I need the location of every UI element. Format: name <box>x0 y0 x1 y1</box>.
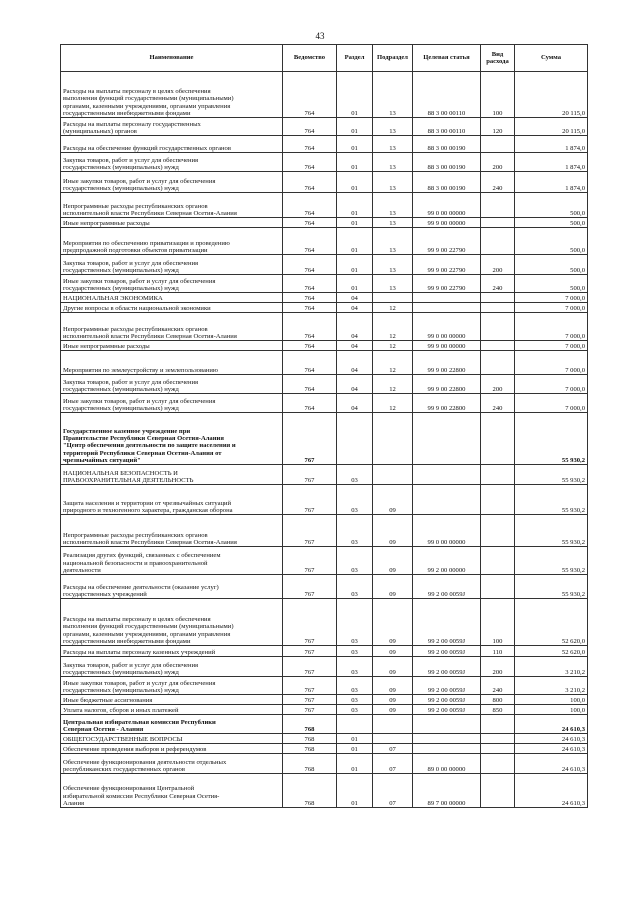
cell-subsection: 12 <box>373 394 413 413</box>
cell-name: Закупка товаров, работ и услуг для обеспечения государственных (муниципальных) нужд <box>61 375 283 394</box>
cell-expense-type: 200 <box>481 657 515 677</box>
cell-name: Мероприятия по землеустройству и землепользованию <box>61 351 283 375</box>
cell-department: 767 <box>283 515 337 547</box>
cell-name: Закупка товаров, работ и услуг для обеспечения государственных (муниципальных) нужд <box>61 255 283 275</box>
column-header-department: Ведомство <box>283 45 337 72</box>
cell-subsection: 13 <box>373 153 413 172</box>
cell-amount: 7 000,0 <box>515 313 588 341</box>
table-row <box>61 657 588 677</box>
cell-section: 01 <box>337 744 373 754</box>
cell-section: 04 <box>337 293 373 303</box>
cell-section: 01 <box>337 754 373 774</box>
cell-amount: 20 115,0 <box>515 118 588 136</box>
cell-department: 764 <box>283 375 337 394</box>
cell-amount: 500,0 <box>515 228 588 255</box>
table-row <box>61 744 588 754</box>
cell-department: 767 <box>283 599 337 646</box>
cell-target-article: 99 9 00 00000 <box>413 341 481 351</box>
cell-name: Обеспечение функционирования деятельности отдельных республиканских государственных органов <box>61 754 283 774</box>
cell-name: Закупка товаров, работ и услуг для обеспечения государственных (муниципальных) нужд <box>61 153 283 172</box>
cell-amount: 20 115,0 <box>515 72 588 118</box>
cell-section: 01 <box>337 118 373 136</box>
cell-section: 03 <box>337 465 373 485</box>
cell-expense-type <box>481 341 515 351</box>
cell-name: Обеспечение функционирования Центральной избирательной комиссии Республики Северная Осетия- Алания <box>61 774 283 808</box>
cell-subsection: 13 <box>373 218 413 228</box>
cell-section: 03 <box>337 657 373 677</box>
cell-section: 03 <box>337 599 373 646</box>
table-row <box>61 303 588 313</box>
cell-department: 768 <box>283 734 337 744</box>
cell-section: 01 <box>337 218 373 228</box>
cell-subsection: 09 <box>373 485 413 515</box>
cell-department: 764 <box>283 228 337 255</box>
table-row <box>61 715 588 734</box>
table-row <box>61 413 588 465</box>
cell-section: 04 <box>337 351 373 375</box>
cell-amount: 7 000,0 <box>515 394 588 413</box>
cell-amount: 1 874,0 <box>515 136 588 153</box>
cell-target-article: 88 3 00 00110 <box>413 72 481 118</box>
cell-department: 767 <box>283 485 337 515</box>
table-row <box>61 705 588 715</box>
column-header-amount: Сумма <box>515 45 588 72</box>
cell-name: Иные непрограммные расходы <box>61 341 283 351</box>
cell-expense-type: 100 <box>481 599 515 646</box>
table-row <box>61 375 588 394</box>
cell-subsection: 13 <box>373 275 413 293</box>
table-row <box>61 153 588 172</box>
cell-amount: 55 930,2 <box>515 465 588 485</box>
table-row <box>61 575 588 599</box>
cell-name: Иные закупки товаров, работ и услуг для обеспечения государственных (муниципальных) нужд <box>61 275 283 293</box>
cell-department: 764 <box>283 293 337 303</box>
table-row <box>61 341 588 351</box>
cell-name: Непрограммные расходы республиканских органов исполнительной власти Республики Северная Осетия-Алания <box>61 313 283 341</box>
cell-name: Иные закупки товаров, работ и услуг для обеспечения государственных (муниципальных) нужд <box>61 394 283 413</box>
cell-target-article: 88 3 00 00190 <box>413 136 481 153</box>
cell-subsection: 12 <box>373 303 413 313</box>
cell-department: 764 <box>283 72 337 118</box>
cell-section: 01 <box>337 193 373 218</box>
cell-expense-type: 240 <box>481 394 515 413</box>
cell-amount: 7 000,0 <box>515 293 588 303</box>
table-row <box>61 599 588 646</box>
column-header-expense-type: Вид расхода <box>481 45 515 72</box>
cell-expense-type <box>481 313 515 341</box>
cell-section: 01 <box>337 136 373 153</box>
cell-target-article: 99 0 00 00000 <box>413 515 481 547</box>
cell-target-article: 99 2 00 0059J <box>413 646 481 657</box>
cell-amount: 3 210,2 <box>515 677 588 695</box>
cell-name: Расходы на выплаты персоналу государственных (муниципальных) органов <box>61 118 283 136</box>
cell-department: 764 <box>283 394 337 413</box>
cell-section: 03 <box>337 485 373 515</box>
cell-subsection <box>373 293 413 303</box>
cell-section: 03 <box>337 646 373 657</box>
cell-department: 767 <box>283 413 337 465</box>
cell-department: 768 <box>283 715 337 734</box>
cell-target-article: 99 0 00 00000 <box>413 313 481 341</box>
cell-expense-type <box>481 547 515 575</box>
cell-expense-type <box>481 293 515 303</box>
cell-department: 768 <box>283 774 337 808</box>
cell-subsection: 07 <box>373 774 413 808</box>
cell-target-article <box>413 303 481 313</box>
cell-section: 04 <box>337 394 373 413</box>
column-header-target-article: Целевая статья <box>413 45 481 72</box>
cell-subsection <box>373 734 413 744</box>
cell-subsection: 13 <box>373 136 413 153</box>
cell-section <box>337 413 373 465</box>
cell-subsection: 09 <box>373 599 413 646</box>
cell-expense-type: 850 <box>481 705 515 715</box>
cell-amount: 1 874,0 <box>515 153 588 172</box>
cell-subsection: 13 <box>373 193 413 218</box>
table-header-row <box>61 45 588 72</box>
table-row <box>61 351 588 375</box>
cell-subsection: 12 <box>373 313 413 341</box>
cell-subsection: 09 <box>373 646 413 657</box>
table-row <box>61 218 588 228</box>
cell-amount: 24 610,3 <box>515 734 588 744</box>
column-header-subsection: Подраздел <box>373 45 413 72</box>
cell-target-article: 99 9 00 22790 <box>413 255 481 275</box>
cell-amount: 52 620,0 <box>515 599 588 646</box>
cell-section: 01 <box>337 72 373 118</box>
cell-name: НАЦИОНАЛЬНАЯ БЕЗОПАСНОСТЬ И ПРАВООХРАНИТЕЛЬНАЯ ДЕЯТЕЛЬНОСТЬ <box>61 465 283 485</box>
cell-name: Иные непрограммные расходы <box>61 218 283 228</box>
cell-section: 04 <box>337 375 373 394</box>
cell-section: 01 <box>337 734 373 744</box>
cell-target-article: 88 3 00 00190 <box>413 153 481 172</box>
cell-amount: 52 620,0 <box>515 646 588 657</box>
cell-amount: 3 210,2 <box>515 657 588 677</box>
cell-target-article: 99 9 00 22800 <box>413 375 481 394</box>
cell-name: Непрограммные расходы республиканских органов исполнительной власти Республики Северная Осетия-Алания <box>61 193 283 218</box>
table-row <box>61 394 588 413</box>
cell-expense-type <box>481 575 515 599</box>
cell-section: 04 <box>337 313 373 341</box>
cell-target-article: 99 0 00 00000 <box>413 193 481 218</box>
cell-expense-type <box>481 303 515 313</box>
cell-subsection: 13 <box>373 172 413 193</box>
cell-section: 03 <box>337 677 373 695</box>
cell-target-article: 88 3 00 00110 <box>413 118 481 136</box>
cell-expense-type <box>481 351 515 375</box>
cell-subsection <box>373 465 413 485</box>
cell-target-article: 89 7 00 00000 <box>413 774 481 808</box>
cell-section: 01 <box>337 255 373 275</box>
cell-department: 767 <box>283 677 337 695</box>
cell-subsection: 09 <box>373 677 413 695</box>
cell-department: 764 <box>283 118 337 136</box>
cell-subsection: 12 <box>373 351 413 375</box>
cell-target-article: 99 2 00 0059J <box>413 657 481 677</box>
cell-expense-type <box>481 774 515 808</box>
cell-target-article <box>413 293 481 303</box>
cell-expense-type: 240 <box>481 172 515 193</box>
cell-subsection: 07 <box>373 744 413 754</box>
cell-amount: 24 610,3 <box>515 754 588 774</box>
cell-name: Расходы на обеспечение деятельности (оказание услуг) государственных учреждений <box>61 575 283 599</box>
cell-target-article: 88 3 00 00190 <box>413 172 481 193</box>
cell-expense-type: 200 <box>481 375 515 394</box>
cell-amount: 7 000,0 <box>515 375 588 394</box>
cell-section: 04 <box>337 341 373 351</box>
cell-name: Расходы на выплаты персоналу казенных учреждений <box>61 646 283 657</box>
cell-department: 764 <box>283 136 337 153</box>
cell-department: 764 <box>283 303 337 313</box>
cell-name: Расходы на выплаты персоналу в целях обеспечения выполнения функций государственными (муниципальными) органами, казенными учреждениями, органами управления государственными внебюджетными фондами <box>61 72 283 118</box>
cell-name: Центральная избирательная комиссия Республики Северная Осетия - Алания <box>61 715 283 734</box>
cell-expense-type <box>481 485 515 515</box>
cell-section: 01 <box>337 275 373 293</box>
table-row <box>61 228 588 255</box>
table-row <box>61 275 588 293</box>
cell-name: Иные закупки товаров, работ и услуг для обеспечения государственных (муниципальных) нужд <box>61 677 283 695</box>
cell-subsection: 13 <box>373 118 413 136</box>
cell-subsection: 12 <box>373 341 413 351</box>
cell-amount: 1 874,0 <box>515 172 588 193</box>
cell-expense-type <box>481 465 515 485</box>
cell-expense-type: 100 <box>481 72 515 118</box>
cell-amount: 500,0 <box>515 193 588 218</box>
cell-subsection <box>373 715 413 734</box>
cell-name: Государственное казенное учреждение при Правительстве Республики Северная Осетия-Алания "Центр обеспечения деятельности по защите населения и территорий Республики Северная Осетия-Алания от чрезвычайных ситуаций" <box>61 413 283 465</box>
cell-department: 764 <box>283 218 337 228</box>
budget-table <box>60 44 588 808</box>
cell-expense-type <box>481 218 515 228</box>
cell-name: Обеспечение проведения выборов и референдумов <box>61 744 283 754</box>
cell-name: Защита населения и территории от чрезвычайных ситуаций природного и техногенного характера, гражданская оборона <box>61 485 283 515</box>
cell-department: 764 <box>283 193 337 218</box>
cell-amount: 55 930,2 <box>515 515 588 547</box>
table-row <box>61 734 588 744</box>
cell-subsection: 09 <box>373 515 413 547</box>
cell-section: 03 <box>337 515 373 547</box>
cell-department: 768 <box>283 744 337 754</box>
table-row <box>61 118 588 136</box>
cell-department: 767 <box>283 646 337 657</box>
page-number: 43 <box>315 31 325 41</box>
cell-name: Мероприятия по обеспечению приватизации и проведению предпродажной подготовки объектов приватизации <box>61 228 283 255</box>
cell-amount: 7 000,0 <box>515 341 588 351</box>
cell-expense-type <box>481 715 515 734</box>
cell-subsection: 09 <box>373 547 413 575</box>
cell-amount: 24 610,3 <box>515 774 588 808</box>
cell-amount: 500,0 <box>515 275 588 293</box>
table-row <box>61 677 588 695</box>
table-row <box>61 754 588 774</box>
cell-target-article <box>413 744 481 754</box>
cell-department: 764 <box>283 275 337 293</box>
cell-department: 768 <box>283 754 337 774</box>
cell-section: 01 <box>337 774 373 808</box>
cell-department: 764 <box>283 153 337 172</box>
table-row <box>61 255 588 275</box>
cell-subsection: 12 <box>373 375 413 394</box>
table-row <box>61 547 588 575</box>
cell-expense-type: 200 <box>481 153 515 172</box>
cell-section: 03 <box>337 705 373 715</box>
cell-expense-type: 120 <box>481 118 515 136</box>
cell-amount: 24 610,3 <box>515 744 588 754</box>
cell-amount: 100,0 <box>515 705 588 715</box>
cell-target-article: 99 9 00 00000 <box>413 218 481 228</box>
cell-section: 01 <box>337 153 373 172</box>
cell-amount: 24 610,3 <box>515 715 588 734</box>
table-row <box>61 465 588 485</box>
table-row <box>61 485 588 515</box>
cell-department: 764 <box>283 351 337 375</box>
cell-expense-type: 800 <box>481 695 515 705</box>
cell-department: 764 <box>283 172 337 193</box>
cell-section: 04 <box>337 303 373 313</box>
cell-section: 03 <box>337 547 373 575</box>
cell-section: 03 <box>337 575 373 599</box>
cell-target-article <box>413 485 481 515</box>
cell-name: Уплата налогов, сборов и иных платежей <box>61 705 283 715</box>
table-row <box>61 172 588 193</box>
cell-department: 764 <box>283 255 337 275</box>
column-header-section: Раздел <box>337 45 373 72</box>
cell-target-article: 99 2 00 0059J <box>413 677 481 695</box>
cell-expense-type <box>481 136 515 153</box>
cell-expense-type: 110 <box>481 646 515 657</box>
table-row <box>61 515 588 547</box>
cell-amount: 500,0 <box>515 218 588 228</box>
cell-name: Расходы на выплаты персоналу в целях обеспечения выполнения функций государственными (муниципальными) органами, казенными учреждениями, органами управления государственными внебюджетными фондами <box>61 599 283 646</box>
cell-department: 767 <box>283 547 337 575</box>
cell-subsection <box>373 413 413 465</box>
cell-target-article: 99 2 00 0059J <box>413 599 481 646</box>
cell-expense-type <box>481 413 515 465</box>
cell-expense-type: 200 <box>481 255 515 275</box>
table-row <box>61 695 588 705</box>
cell-section: 03 <box>337 695 373 705</box>
cell-amount: 55 930,2 <box>515 575 588 599</box>
cell-amount: 55 930,2 <box>515 485 588 515</box>
cell-name: Иные бюджетные ассигнования <box>61 695 283 705</box>
cell-expense-type <box>481 754 515 774</box>
cell-target-article <box>413 465 481 485</box>
cell-section <box>337 715 373 734</box>
column-header-name: Наименование <box>61 45 283 72</box>
cell-department: 764 <box>283 313 337 341</box>
cell-name: Непрограммные расходы республиканских органов исполнительной власти Республики Северная Осетия-Алания <box>61 515 283 547</box>
cell-expense-type: 240 <box>481 275 515 293</box>
cell-target-article: 99 2 00 0059J <box>413 575 481 599</box>
cell-amount: 100,0 <box>515 695 588 705</box>
cell-department: 767 <box>283 695 337 705</box>
cell-target-article <box>413 734 481 744</box>
cell-department: 767 <box>283 575 337 599</box>
table-row <box>61 646 588 657</box>
cell-expense-type <box>481 193 515 218</box>
cell-subsection: 13 <box>373 228 413 255</box>
cell-subsection: 13 <box>373 72 413 118</box>
cell-expense-type: 240 <box>481 677 515 695</box>
cell-name: Закупка товаров, работ и услуг для обеспечения государственных (муниципальных) нужд <box>61 657 283 677</box>
cell-target-article <box>413 413 481 465</box>
cell-department: 767 <box>283 705 337 715</box>
cell-target-article: 89 0 00 00000 <box>413 754 481 774</box>
table-row <box>61 72 588 118</box>
cell-section: 01 <box>337 172 373 193</box>
cell-name: Реализация других функций, связанных с обеспечением национальной безопасности и правоохранительной деятельности <box>61 547 283 575</box>
cell-subsection: 09 <box>373 705 413 715</box>
cell-target-article: 99 9 00 22790 <box>413 275 481 293</box>
cell-department: 767 <box>283 657 337 677</box>
cell-subsection: 13 <box>373 255 413 275</box>
cell-target-article: 99 9 00 22800 <box>413 351 481 375</box>
cell-expense-type <box>481 744 515 754</box>
cell-name: НАЦИОНАЛЬНАЯ ЭКОНОМИКА <box>61 293 283 303</box>
cell-target-article: 99 9 00 22790 <box>413 228 481 255</box>
table-row <box>61 774 588 808</box>
cell-target-article: 99 2 00 0059J <box>413 695 481 705</box>
table-row <box>61 293 588 303</box>
cell-section: 01 <box>337 228 373 255</box>
cell-expense-type <box>481 228 515 255</box>
cell-subsection: 07 <box>373 754 413 774</box>
cell-target-article: 99 2 00 0059J <box>413 705 481 715</box>
cell-expense-type <box>481 734 515 744</box>
cell-subsection: 09 <box>373 695 413 705</box>
cell-name: ОБЩЕГОСУДАРСТВЕННЫЕ ВОПРОСЫ <box>61 734 283 744</box>
cell-amount: 7 000,0 <box>515 303 588 313</box>
cell-subsection: 09 <box>373 575 413 599</box>
cell-name: Иные закупки товаров, работ и услуг для обеспечения государственных (муниципальных) нужд <box>61 172 283 193</box>
cell-department: 767 <box>283 465 337 485</box>
cell-amount: 7 000,0 <box>515 351 588 375</box>
table-row <box>61 136 588 153</box>
table-row <box>61 313 588 341</box>
cell-target-article <box>413 715 481 734</box>
cell-target-article: 99 2 00 00000 <box>413 547 481 575</box>
cell-expense-type <box>481 515 515 547</box>
cell-amount: 55 930,2 <box>515 413 588 465</box>
cell-amount: 500,0 <box>515 255 588 275</box>
cell-target-article: 99 9 00 22800 <box>413 394 481 413</box>
cell-subsection: 09 <box>373 657 413 677</box>
cell-department: 764 <box>283 341 337 351</box>
cell-name: Другие вопросы в области национальной экономики <box>61 303 283 313</box>
table-row <box>61 193 588 218</box>
cell-name: Расходы на обеспечение функций государственных органов <box>61 136 283 153</box>
cell-amount: 55 930,2 <box>515 547 588 575</box>
